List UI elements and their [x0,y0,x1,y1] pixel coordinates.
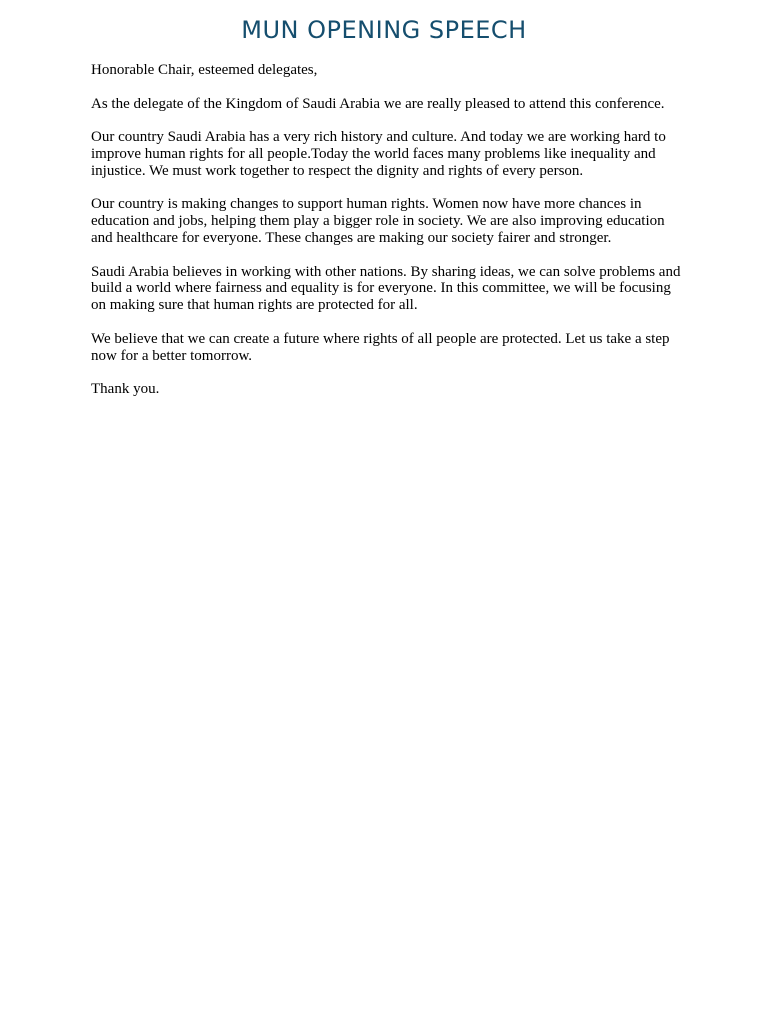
paragraph-cooperation: Saudi Arabia believes in working with other nations. By sharing ideas, we can solve problems and build a world where fairness and equality is for everyone. In this committee, we will be focusing on making sure that human rights are protected for all. [91,263,681,314]
paragraph-future: We believe that we can create a future where rights of all people are protected. Let us take a step now for a better tomorrow. [91,330,670,364]
page-title: MUN OPENING SPEECH [241,16,527,44]
paragraph-closing: Thank you. [91,381,160,398]
paragraph-introduction: As the delegate of the Kingdom of Saudi Arabia we are really pleased to attend this conference. [91,95,665,112]
paragraph-changes: Our country is making changes to support human rights. Women now have more chances in education and jobs, helping them play a bigger role in society. We are also improving education and healthcare for everyone. These changes are making our society fairer and stronger. [91,196,665,246]
speech-body [91,62,681,415]
paragraph-salutation: Honorable Chair, esteemed delegates, [91,62,318,78]
paragraph-history: Our country Saudi Arabia has a very rich history and culture. And today we are working hard to improve human rights for all people.Today the world faces many problems like inequality and injustice. We must work together to respect the dignity and rights of every person. [91,129,666,179]
